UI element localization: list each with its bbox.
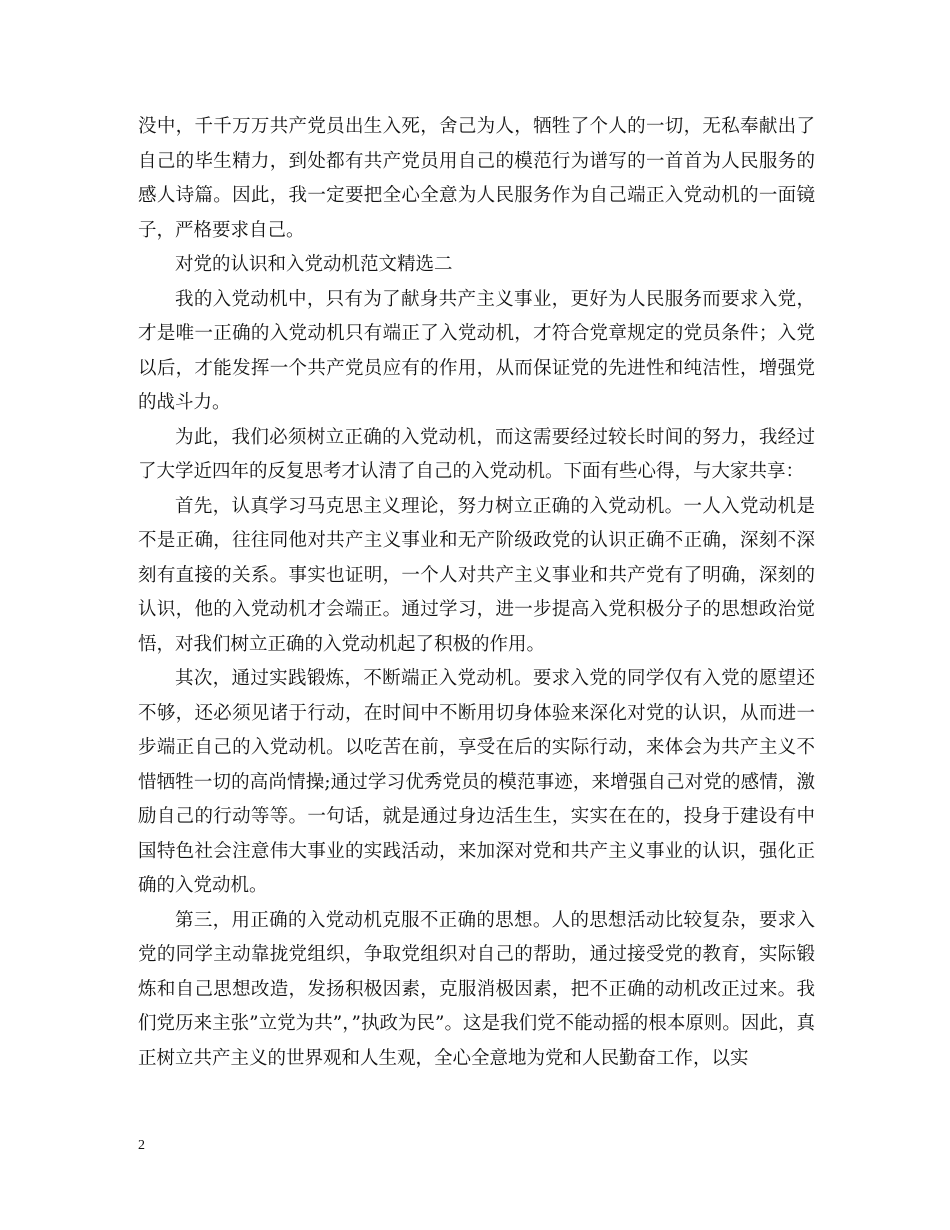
paragraph-third: 第三，用正确的入党动机克服不正确的思想。人的思想活动比较复杂，要求入党的同学主动靠拢党组织，争取党组织对自己的帮助，通过接受党的教育，实际锻炼和自己思想改造，发扬积极因素，克服消极因素，把不正确的动机改正过来。我们党历来主张”立党为共”，”执政为民”。这是我们党不能动摇的根本原则。因此，真正树立共产主义的世界观和人生观，全心全意地为党和人民勤奋工作，以实 — [138, 909, 815, 1069]
paragraph-therefore: 为此，我们必须树立正确的入党动机，而这需要经过较长时间的努力，我经过了大学近四年的反复思考才认清了自己的入党动机。下面有些心得，与大家共享： — [138, 426, 815, 482]
paragraph-first: 首先，认真学习马克思主义理论，努力树立正确的入党动机。一人入党动机是不是正确，往往同他对共产主义事业和无产阶级政党的认识正确不正确，深刻不深刻有直接的关系。事实也证明，一个人对共产主义事业和共产党有了明确，深刻的认识，他的入党动机才会端正。通过学习，进一步提高入党积极分子的思想政治觉悟，对我们树立正确的入党动机起了积极的作用。 — [138, 495, 815, 655]
page-number: 2 — [138, 1138, 145, 1153]
body-text — [138, 110, 815, 1076]
paragraph-motive: 我的入党动机中，只有为了献身共产主义事业，更好为人民服务而要求入党，才是唯一正确的入党动机只有端正了入党动机，才符合党章规定的党员条件；入党以后，才能发挥一个共产党员应有的作用，从而保证党的先进性和纯洁性，增强党的战斗力。 — [138, 288, 815, 413]
paragraph-second: 其次，通过实践锻炼，不断端正入党动机。要求入党的同学仅有入党的愿望还不够，还必须见诸于行动，在时间中不断用切身体验来深化对党的认识，从而进一步端正自己的入党动机。以吃苦在前，享受在后的实际行动，来体会为共产主义不惜牺牲一切的高尚情操;通过学习优秀党员的模范事迹，来增强自己对党的感情，激励自己的行动等等。一句话，就是通过身边活生生，实实在在的，投身于建设有中国特色社会注意伟大事业的实践活动，来加深对党和共产主义事业的认识，强化正确的入党动机。 — [138, 668, 815, 896]
section-heading: 对党的认识和入党动机范文精选二 — [175, 254, 453, 275]
paragraph-continuation: 没中，千千万万共产党员出生入死，舍己为人，牺牲了个人的一切，无私奉献出了自己的毕生精力，到处都有共产党员用自己的模范行为谱写的一首首为人民服务的感人诗篇。因此，我一定要把全心全意为人民服务作为自己端正入党动机的一面镜子，严格要求自己。 — [138, 116, 815, 241]
